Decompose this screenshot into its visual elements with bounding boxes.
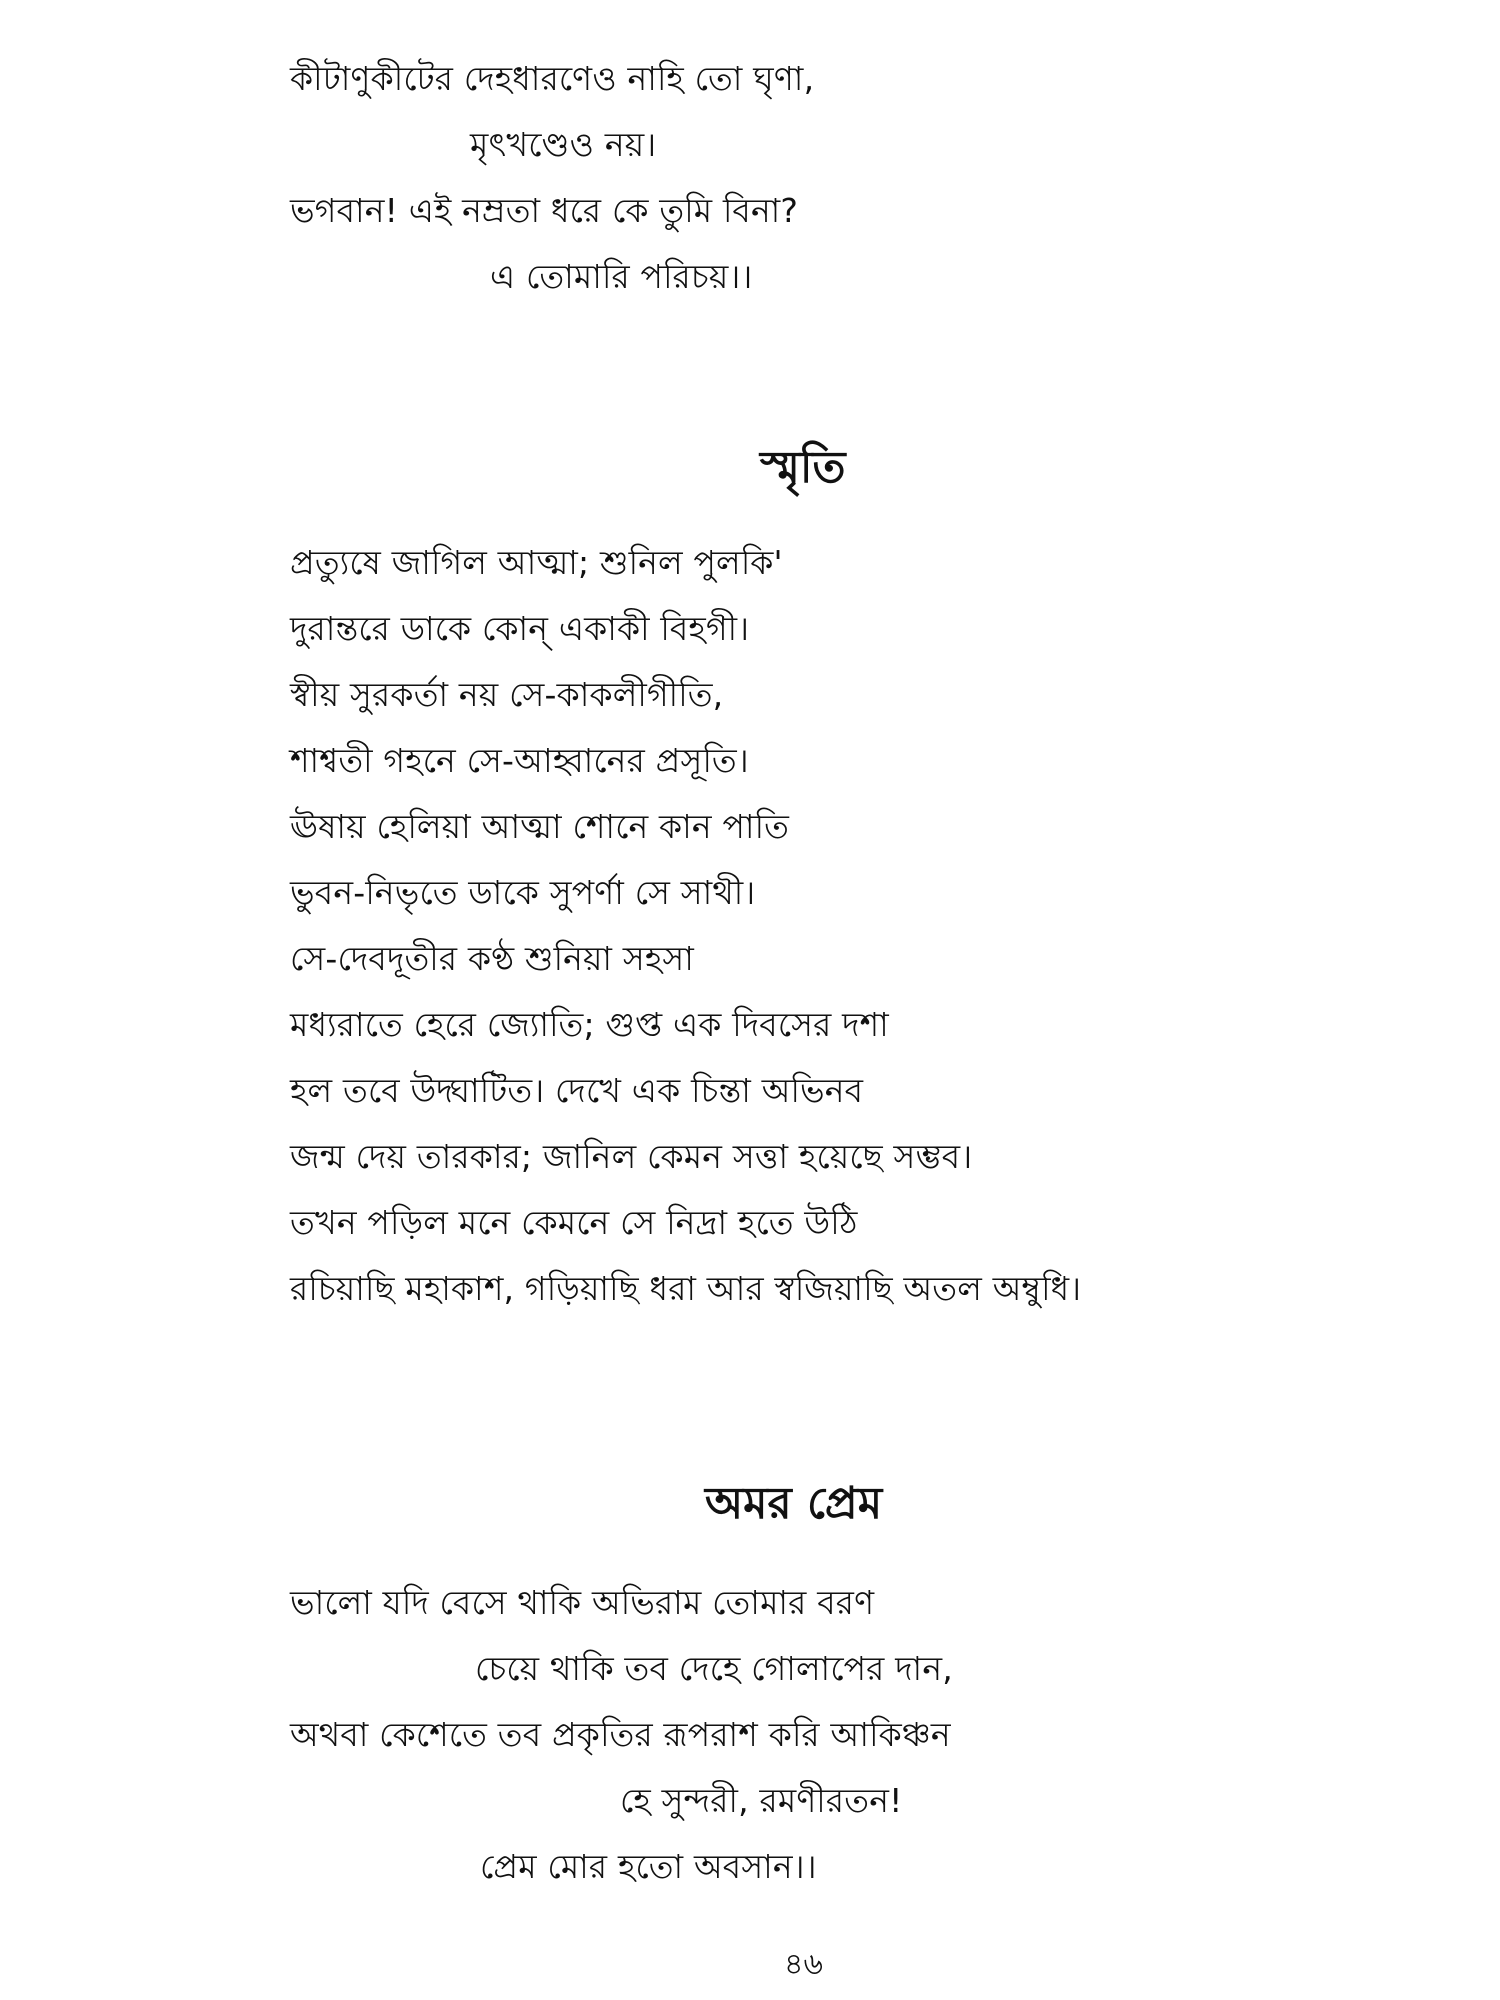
- poem-line: তখন পড়িল মনে কেমনে সে নিদ্রা হতে উঠি: [290, 1203, 858, 1242]
- poem-line: প্রত্যুষে জাগিল আত্মা; শুনিল পুলকি': [290, 543, 783, 582]
- poem-title: স্মৃতি: [760, 442, 846, 493]
- poem-line: ভালো যদি বেসে থাকি অভিরাম তোমার বরণ: [290, 1583, 875, 1622]
- poem-line: হল তবে উদ্ঘাটিত। দেখে এক চিন্তা অভিনব: [290, 1071, 864, 1110]
- poem-line: প্রেম মোর হতো অবসান।।: [480, 1847, 817, 1886]
- poem-line: শাশ্বতী গহনে সে-আহ্বানের প্রসূতি।: [290, 741, 749, 780]
- poem-line: হে সুন্দরী, রমণীরতন!: [620, 1781, 903, 1820]
- poem-line: ভগবান! এই নম্রতা ধরে কে তুমি বিনা?: [290, 191, 799, 230]
- poem-line: জন্ম দেয় তারকার; জানিল কেমন সত্তা হয়েছে সম্ভব।: [290, 1137, 973, 1176]
- poem-line: স্বীয় সুরকর্তা নয় সে-কাকলীগীতি,: [290, 675, 724, 714]
- poem-line: মৃৎখণ্ডেও নয়।: [470, 125, 657, 164]
- poem-title: অমর প্রেম: [705, 1478, 883, 1529]
- poem-line: সে-দেবদূতীর কণ্ঠ শুনিয়া সহসা: [290, 939, 694, 978]
- poem-line: রচিয়াছি মহাকাশ, গড়িয়াছি ধরা আর স্বজিয়াছি অতল অম্বুধি।: [290, 1269, 1082, 1308]
- poem-line: অথবা কেশেতে তব প্রকৃতির রূপরাশ করি আকিঞ্চন: [290, 1715, 951, 1754]
- poem-line: চেয়ে থাকি তব দেহে গোলাপের দান,: [475, 1649, 953, 1688]
- poem-line: এ তোমারি পরিচয়।।: [490, 257, 753, 296]
- poem-line: মধ্যরাতে হেরে জ্যোতি; গুপ্ত এক দিবসের দশা: [290, 1005, 889, 1044]
- poem-line: কীটাণুকীটের দেহধারণেও নাহি তো ঘৃণা,: [290, 59, 815, 98]
- page-number: ৪৬: [784, 1947, 823, 1982]
- poem-line: ভুবন-নিভৃতে ডাকে সুপর্ণা সে সাথী।: [290, 873, 756, 912]
- poem-line: ঊষায় হেলিয়া আত্মা শোনে কান পাতি: [290, 807, 790, 846]
- poem-line: দুরান্তরে ডাকে কোন্ একাকী বিহগী।: [290, 609, 750, 648]
